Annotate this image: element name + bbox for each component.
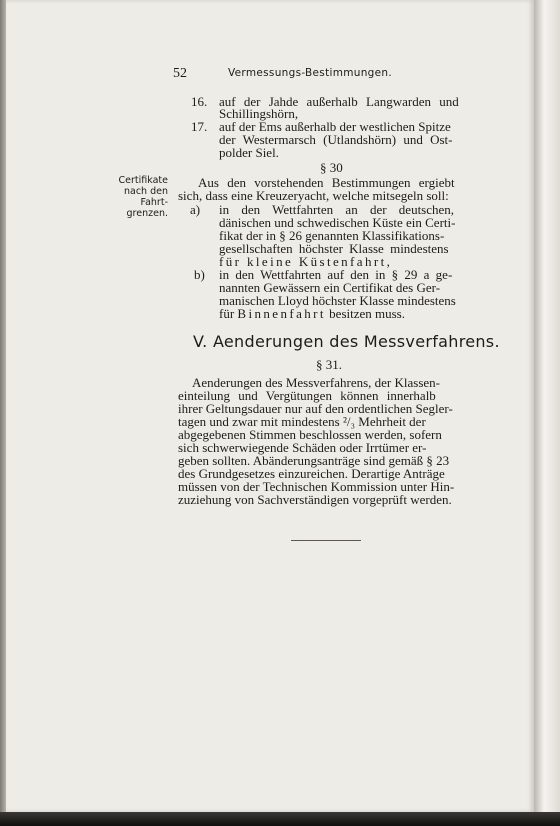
list-item-line: auf der Ems außerhalb der westlichen Spitze (219, 119, 451, 134)
paragraph-line: abgegebenen Stimmen beschlossen werden, sofern (178, 427, 442, 442)
margin-note (102, 175, 168, 219)
running-title: Vermessungs-Bestimmungen. (228, 67, 392, 79)
list-item-line: gesellschaften höchster Klasse mindestens (219, 241, 449, 256)
list-item-line: Schillingshörn, (219, 106, 299, 121)
paragraph-line: ihrer Geltungsdauer nur auf den ordentlichen Segler- (178, 401, 453, 416)
section-title: § 30 (320, 160, 343, 175)
page-header (6, 66, 534, 84)
paragraph-line: des Grundgesetzes einzureichen. Derartige Anträge (178, 466, 445, 481)
section-title: § 31. (316, 357, 342, 372)
bottom-shadow (0, 812, 560, 826)
margin-note-line: Fahrt- (140, 197, 168, 208)
list-item-line: in den Wettfahrten an der deutschen, (219, 202, 455, 217)
paragraph-line: geben sollten. Abänderungsanträge sind gemäß § 23 (178, 453, 450, 468)
paragraph-line: müssen von der Technischen Kommission unter Hin- (178, 479, 455, 494)
list-item-label: a) (190, 202, 201, 217)
margin-note-line: grenzen. (126, 208, 168, 219)
list-item-label: b) (194, 267, 205, 282)
page-number: 52 (173, 66, 187, 81)
book-page (6, 0, 534, 812)
chapter-heading: V. Aenderungen des Messverfahrens. (193, 332, 500, 351)
list-item-line: für kleine Küstenfahrt, (219, 254, 393, 269)
word: für (219, 306, 235, 321)
paragraph-line: zuziehung von Sachverständigen vorgeprüft werden. (178, 492, 452, 507)
list-item-line: der Westermarsch (Utlandshörn) und Ost- (219, 132, 453, 147)
margin-note-line: Certifikate (118, 175, 168, 186)
list-item-line: nannten Gewässern ein Certifikat des Ger- (219, 280, 441, 295)
paragraph-line: sich, dass eine Kreuzeryacht, welche mitsegeln soll: (178, 188, 449, 203)
list-item-line: fikat der in § 26 genannten Klassifikations- (219, 228, 445, 243)
paragraph-line: sich schwerwiegende Schäden oder Irrtümer er- (178, 440, 427, 455)
page-edges (534, 0, 560, 826)
list-item-line: manischen Lloyd höchster Klasse mindestens (219, 293, 456, 308)
paragraph-line: einteilung und Vergütungen können innerhalb (178, 388, 436, 403)
list-item-number: 17. (191, 119, 208, 134)
list-item-line: polder Siel. (219, 145, 279, 160)
list-item-line: in den Wettfahrten auf den in § 29 a ge- (219, 267, 453, 282)
paragraph-line: Aenderungen des Messverfahrens, der Klassen- (192, 375, 440, 390)
paragraph-line: Aus den vorstehenden Bestimmungen ergiebt (198, 175, 455, 190)
list-item-number: 16. (191, 94, 208, 109)
end-rule (291, 540, 361, 541)
list-item-line: dänischen und schwedischen Küste ein Certi- (219, 215, 456, 230)
list-item-line (219, 307, 405, 321)
margin-note-line: nach den (123, 186, 168, 197)
word: besitzen muss. (329, 306, 405, 321)
list-item-line: auf der Jahde außerhalb Langwarden und (219, 94, 459, 109)
paragraph-line: tagen und zwar mit mindestens ²/₃ Mehrheit der (178, 414, 426, 429)
spaced-term: Binnenfahrt (237, 306, 326, 321)
